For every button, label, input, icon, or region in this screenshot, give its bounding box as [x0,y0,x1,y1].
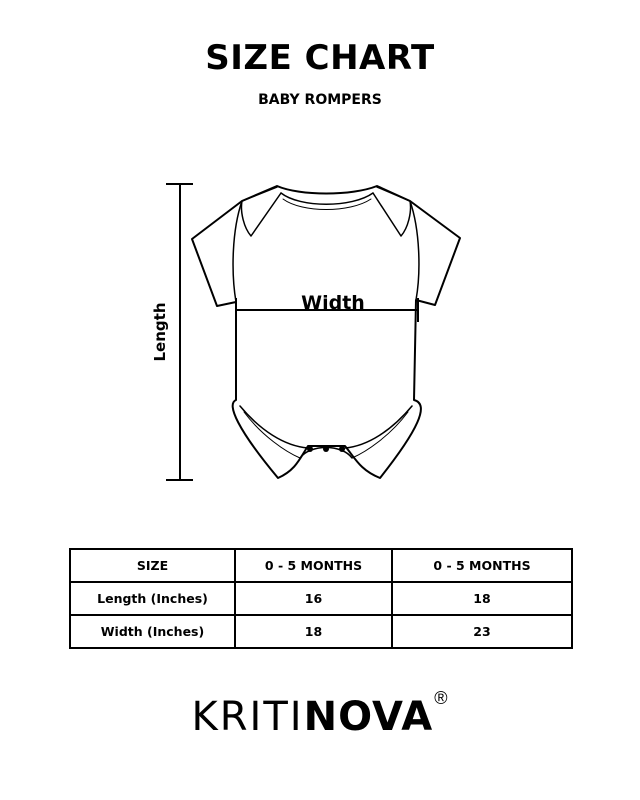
page-title: SIZE CHART [205,38,435,78]
table-cell: 16 [235,582,392,615]
width-label: Width [301,292,365,314]
brand-name-bold: NOVA [303,694,434,740]
table-row [70,615,572,648]
page-subtitle: BABY ROMPERS [258,92,382,108]
length-label: Length [151,302,169,362]
brand-logo [0,688,640,740]
table-cell: 18 [235,615,392,648]
brand-name-light: KRITI [191,694,304,740]
size-table [69,548,573,649]
table-cell: 18 [392,582,572,615]
registered-mark: ® [434,688,449,708]
romper-diagram [0,170,640,500]
length-measure-line [166,184,193,480]
table-header-cell: 0 - 5 MONTHS [235,549,392,582]
baby-romper-icon [192,186,460,478]
table-header-cell: SIZE [70,549,235,582]
table-row [70,582,572,615]
table-header-cell: 0 - 5 MONTHS [392,549,572,582]
table-header-row [70,549,572,582]
table-cell: 23 [392,615,572,648]
row-label: Width (Inches) [70,615,235,648]
row-label: Length (Inches) [70,582,235,615]
